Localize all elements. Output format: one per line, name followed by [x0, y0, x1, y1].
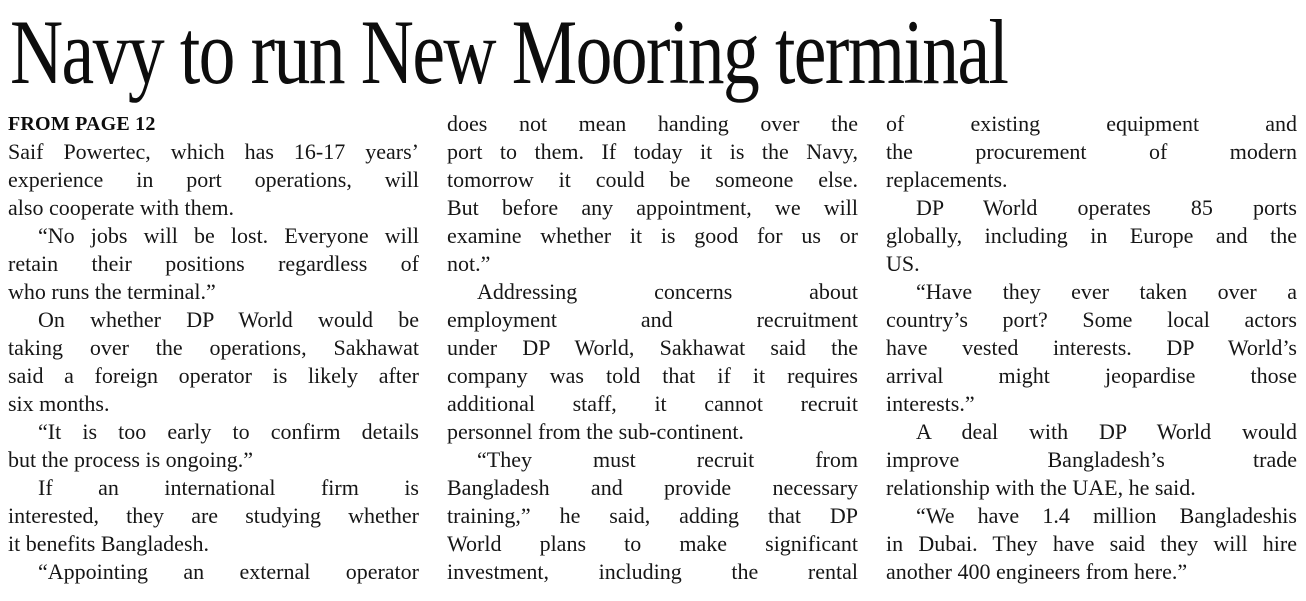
article-columns	[8, 110, 1298, 586]
text-line: in Dubai. They have said they will hire	[886, 531, 1297, 556]
text-line: retain their positions regardless of	[8, 251, 419, 276]
text-line: replacements.	[886, 167, 1008, 192]
text-line: A deal with DP World would	[916, 419, 1297, 444]
continuation-label: FROM PAGE 12	[8, 113, 156, 135]
text-line: company was told that if it requires	[447, 363, 858, 388]
text-line: additional staff, it cannot recruit	[447, 391, 858, 416]
column-text	[8, 138, 419, 586]
text-line: personnel from the sub-continent.	[447, 419, 744, 444]
text-line: who runs the terminal.”	[8, 279, 216, 304]
text-line: interested, they are studying whether	[8, 503, 419, 528]
text-line: not.”	[447, 251, 491, 276]
article-column-2	[447, 110, 858, 586]
column-text	[447, 110, 858, 586]
text-line: does not mean handing over the	[447, 111, 858, 136]
text-line: World plans to make significant	[447, 531, 858, 556]
text-line: “Appointing an external operator	[38, 559, 419, 584]
text-line: Addressing concerns about	[477, 279, 858, 304]
text-line: relationship with the UAE, he said.	[886, 475, 1196, 500]
text-line: it benefits Bangladesh.	[8, 531, 210, 556]
text-line: six months.	[8, 391, 110, 416]
text-line: but the process is ongoing.”	[8, 447, 254, 472]
text-line: If an international firm is	[38, 475, 419, 500]
headline: Navy to run New Mooring terminal	[10, 1, 1008, 103]
column-text	[886, 110, 1297, 586]
text-line: taking over the operations, Sakhawat	[8, 335, 419, 360]
text-line: globally, including in Europe and the	[886, 223, 1297, 248]
text-line: “They must recruit from	[477, 447, 858, 472]
article-column-1	[8, 110, 419, 586]
text-line: On whether DP World would be	[38, 307, 419, 332]
text-line: “We have 1.4 million Bangladeshis	[916, 503, 1297, 528]
text-line: interests.”	[886, 391, 975, 416]
text-line: US.	[886, 251, 920, 276]
text-line: the procurement of modern	[886, 139, 1297, 164]
text-line: “It is too early to confirm details	[38, 419, 419, 444]
text-line: Bangladesh and provide necessary	[447, 475, 858, 500]
article-column-3	[886, 110, 1297, 586]
text-line: another 400 engineers from here.”	[886, 559, 1188, 584]
text-line: of existing equipment and	[886, 111, 1297, 136]
text-line: also cooperate with them.	[8, 195, 235, 220]
text-line: port to them. If today it is the Navy,	[447, 139, 858, 164]
text-line: But before any appointment, we will	[447, 195, 858, 220]
text-line: experience in port operations, will	[8, 167, 419, 192]
text-line: under DP World, Sakhawat said the	[447, 335, 858, 360]
text-line: arrival might jeopardise those	[886, 363, 1297, 388]
text-line: training,” he said, adding that DP	[447, 503, 858, 528]
text-line: “Have they ever taken over a	[916, 279, 1297, 304]
text-line: DP World operates 85 ports	[916, 195, 1297, 220]
text-line: have vested interests. DP World’s	[886, 335, 1297, 360]
text-line: examine whether it is good for us or	[447, 223, 858, 248]
text-line: tomorrow it could be someone else.	[447, 167, 858, 192]
text-line: investment, including the rental	[447, 559, 858, 584]
text-line: country’s port? Some local actors	[886, 307, 1297, 332]
text-line: “No jobs will be lost. Everyone will	[38, 223, 419, 248]
text-line: improve Bangladesh’s trade	[886, 447, 1297, 472]
text-line: employment and recruitment	[447, 307, 858, 332]
text-line: said a foreign operator is likely after	[8, 363, 419, 388]
text-line: Saif Powertec, which has 16-17 years’	[8, 139, 419, 164]
